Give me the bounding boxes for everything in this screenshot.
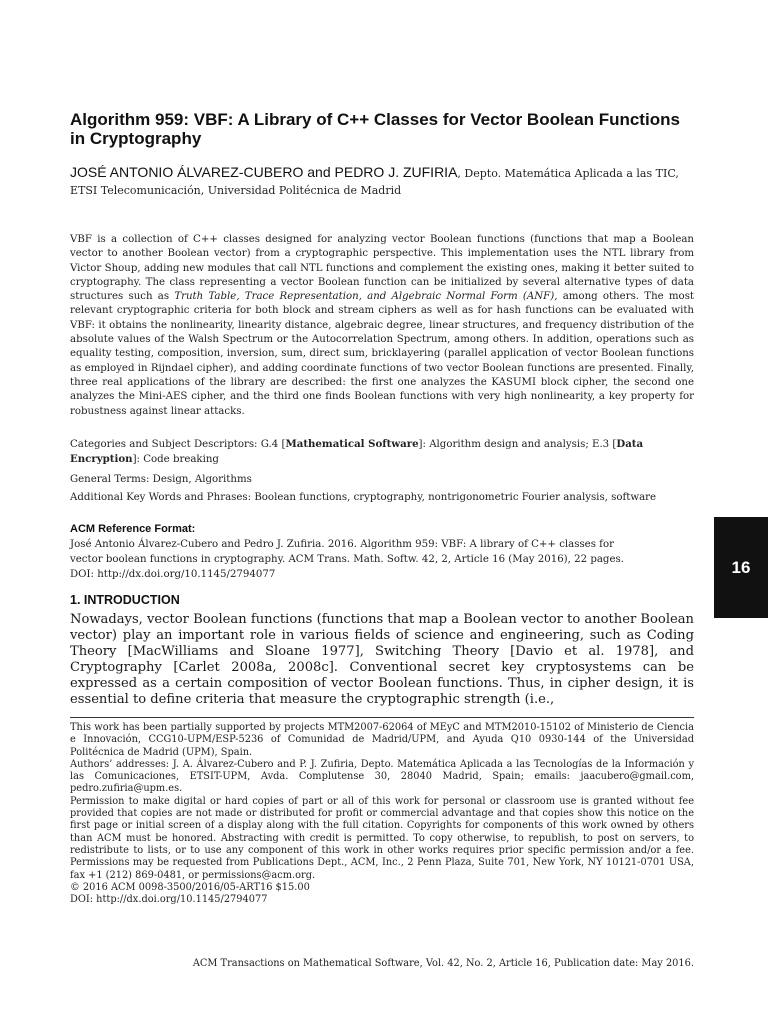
article-number-tab: 16 (714, 517, 768, 618)
keywords: Additional Key Words and Phrases: Boolean functions, cryptography, nontrigonometric Fourier analysis, software (70, 492, 657, 503)
acm-reference-line-2: vector boolean functions in cryptography. ACM Trans. Math. Softw. 42, 2, Article 16 (May 2016), 22 pages. (70, 554, 624, 565)
ccs-suffix: ]: Code breaking (132, 454, 219, 465)
abstract-separator-1: , (236, 291, 245, 303)
footnotes (70, 722, 694, 906)
abstract-separator-2: and (361, 291, 392, 303)
abstract-italic-trace: Trace Representation, (244, 291, 362, 303)
footnote-divider (70, 717, 694, 718)
acm-reference-doi: DOI: http://dx.doi.org/10.1145/2794077 (70, 569, 276, 580)
introduction-text: Nowadays, vector Boolean functions (functions that map a Boolean vector to another Boolean vector) play an important role in various fields of science and engineering, such as Coding Theory [MacWilliams and Sloane 1977], Switching Theory [Davio et al. 1978], and Cryptography [Carlet 2008a, 2008c]. Conventional secret key cryptosystems can be expressed as a certain composition of vector Boolean functions. Thus, in cipher design, it is essential to define criteria that measure the cryptographic strength (i.e., (70, 612, 694, 707)
section-heading-introduction: 1. INTRODUCTION (70, 593, 180, 607)
ccs-middle: ]: Algorithm design and analysis; E.3 [ (418, 439, 617, 450)
footnote-funding: This work has been partially supported by projects MTM2007-62064 of MEyC and MTM2010-15102 of Ministerio de Ciencia e Innovación, CCG10-UPM/ESP-5236 of Comunidad de Madrid/UPM, and Ayuda Q10 0930-144 of the Universidad Politécnica de Madrid (UPM), Spain. (70, 722, 694, 758)
abstract-italic-truth-table: Truth Table (174, 291, 237, 303)
author-names: JOSÉ ANTONIO ÁLVAREZ-CUBERO and PEDRO J. ZUFIRIA (70, 164, 458, 180)
author-line (70, 164, 694, 199)
general-terms: General Terms: Design, Algorithms (70, 474, 252, 485)
abstract (70, 233, 694, 419)
footnote-doi: DOI: http://dx.doi.org/10.1145/2794077 (70, 894, 268, 906)
ccs-mathematical-software: Mathematical Software (285, 438, 419, 450)
acm-reference-format (70, 522, 694, 582)
abstract-text-1: VBF is a collection of C++ classes designed for analyzing vector Boolean functions (functions that map a Boolean vector to another Boolean vector) from a cryptographic perspective. This implementation uses the NTL library from Victor Shoup, adding new modules that call NTL functions and complement the existing ones, making it better suited to cryptography. The class representing a vector Boolean function can be initialized by several alternative types of data structures such as (70, 234, 694, 303)
journal-footer: ACM Transactions on Mathematical Software, Vol. 42, No. 2, Article 16, Publication date: May 2016. (192, 958, 694, 969)
acm-reference-line-1: José Antonio Álvarez-Cubero and Pedro J. Zufiria. 2016. Algorithm 959: VBF: A library of C++ classes for (70, 539, 614, 550)
abstract-text-2: among others. The most relevant cryptographic criteria for both block and stream ciphers as well as for hash functions can be evaluated with VBF: it obtains the nonlinearity, linearity distance, algebraic degree, linear structures, and frequency distribution of the absolute values of the Walsh Spectrum or the Autocorrelation Spectrum, among others. In addition, operations such as equality testing, composition, inversion, sum, direct sum, bricklayering (parallel application of vector Boolean functions as employed in Rijndael cipher), and adding coordinate functions of two vector Boolean functions are presented. Finally, three real applications of the library are described: the first one analyzes the KASUMI block cipher, the second one analyzes the Mini-AES cipher, and the third one finds Boolean functions with very high nonlinearity, a key property for robustness against linear attacks. (70, 291, 695, 417)
footnote-addresses: Authors’ addresses: J. A. Álvarez-Cubero and P. J. Zufiria, Depto. Matemática Aplicada a las Tecnologías de la Información y las Comunicaciones, ETSIT-UPM, Avda. Complutense 30, 28040 Madrid, Spain; emails: jaacubero@gmail.com, pedro.zufiria@upm.es. (70, 758, 694, 795)
ccs-prefix: Categories and Subject Descriptors: G.4 [ (70, 439, 286, 450)
acm-reference-heading: ACM Reference Format: (70, 523, 196, 535)
ccs-data-encryption: Data Encryption (70, 438, 644, 465)
abstract-italic-anf: Algebraic Normal Form (ANF), (391, 291, 558, 303)
subject-descriptors (70, 437, 694, 467)
footnote-copyright: © 2016 ACM 0098-3500/2016/05-ART16 $15.00 (70, 881, 310, 893)
paper-title: Algorithm 959: VBF: A Library of C++ Classes for Vector Boolean Functions in Cryptography (70, 110, 680, 148)
author-affiliation: , Depto. Matemática Aplicada a las TIC, ETSI Telecomunicación, Universidad Politécnica de Madrid (70, 167, 679, 197)
footnote-permission: Permission to make digital or hard copies of part or all of this work for personal or classroom use is granted without fee provided that copies are not made or distributed for profit or commercial advantage and that copies show this notice on the first page or initial screen of a display along with the full citation. Copyrights for components of this work owned by others than ACM must be honored. Abstracting with credit is permitted. To copy otherwise, to republish, to post on servers, to redistribute to lists, or to use any component of this work in other works requires prior specific permission and/or a fee. Permissions may be requested from Publications Dept., ACM, Inc., 2 Penn Plaza, Suite 701, New York, NY 10121-0701 USA, fax +1 (212) 869-0481, or permissions@acm.org. (70, 795, 694, 881)
